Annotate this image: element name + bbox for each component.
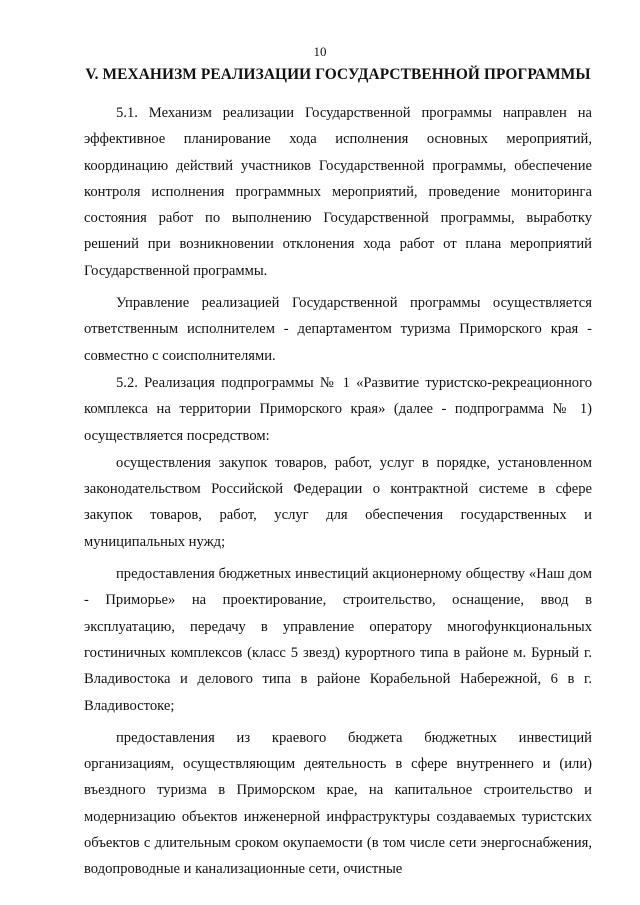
paragraph-5-1: 5.1. Механизм реализации Государственной программы направлен на эффективное планирование хода исполнения основных мероприятий, координацию действий участников Государственной программы, обеспечение контроля исполнения программных мероприятий, проведение мониторинга состояния работ по выполнению Государственной программы, выработку решений при возникновении отклонения хода работ от плана мероприятий Государственной программы. bbox=[84, 105, 592, 279]
section-title: V. МЕХАНИЗМ РЕАЛИЗАЦИИ ГОСУДАРСТВЕННОЙ ПРОГРАММЫ bbox=[85, 66, 591, 83]
paragraph-budget-investments: предоставления бюджетных инвестиций акционерному обществу «Наш дом - Приморье» на проектирование, строительство, оснащение, ввод в эксплуатацию, передачу в управление оператору многофункциональных гостиничных комплексов (класс 5 звезд) курортного типа в районе м. Бурный г. Владивостока и делового типа в районе Корабельной Набережной, 6 в г. Владивостоке; bbox=[84, 566, 592, 714]
paragraph-5-2: 5.2. Реализация подпрограммы № 1 «Развитие туристско-рекреационного комплекса на территории Приморского края» (далее - подпрограмма № 1) осуществляется посредством: bbox=[84, 374, 592, 444]
paragraph-regional-investments: предоставления из краевого бюджета бюджетных инвестиций организациям, осуществляющим деятельность в сфере внутреннего и (или) въездного туризма в Приморском крае, на капитальное строительство и модернизацию объектов инженерной инфраструктуры создаваемых туристских объектов с длительным сроком окупаемости (в том числе сети энергоснабжения, водопроводные и канализационные сети, очистные bbox=[84, 729, 592, 878]
paragraph-procurement: осуществления закупок товаров, работ, услуг в порядке, установленном законодательством Российской Федерации о контрактной системе в сфере закупок товаров, работ, услуг для обеспечения государственных и муниципальных нужд; bbox=[84, 454, 592, 550]
body-text bbox=[84, 100, 592, 889]
paragraph-management: Управление реализацией Государственной программы осуществляется ответственным исполнителем - департаментом туризма Приморского края - совместно с соисполнителями. bbox=[84, 295, 592, 364]
page-number: 10 bbox=[313, 44, 327, 59]
